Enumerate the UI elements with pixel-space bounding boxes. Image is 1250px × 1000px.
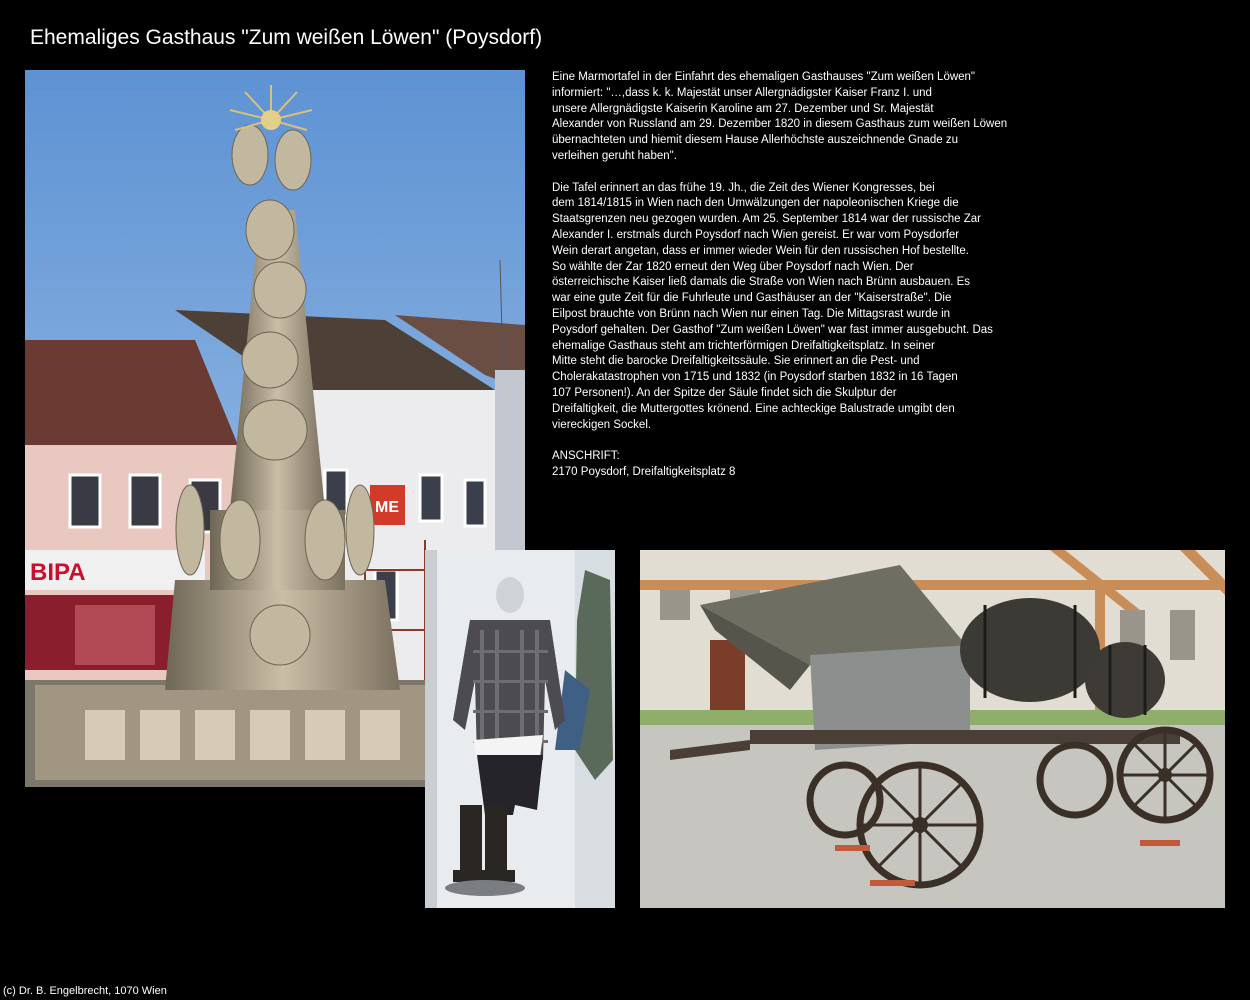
text-line: Mitte steht die barocke Dreifaltigkeitssäule. Sie erinnert an die Pest- und xyxy=(552,355,920,368)
text-line: Alexander I. erstmals durch Poysdorf nach Wien gereist. Er war vom Poysdorfer xyxy=(552,228,960,241)
description-paragraph-2 xyxy=(552,181,1052,434)
text-line: Alexander von Russland am 29. Dezember 1820 in diesem Gasthaus zum weißen Löwen xyxy=(552,118,1008,131)
text-line: Eine Marmortafel in der Einfahrt des ehemaligen Gasthauses "Zum weißen Löwen" xyxy=(552,71,976,83)
text-line: viereckigen Sockel. xyxy=(552,418,652,431)
text-line: Cholerakatastrophen von 1715 und 1832 (in Poysdorf starben 1832 in 16 Tagen xyxy=(552,371,958,384)
address-value: 2170 Poysdorf, Dreifaltigkeitsplatz 8 xyxy=(552,465,736,478)
description-paragraph-1 xyxy=(552,70,1052,165)
description-text xyxy=(552,70,1052,497)
wine-wagon-image xyxy=(640,550,1225,908)
address-block xyxy=(552,449,1052,481)
text-line: dem 1814/1815 in Wien nach den Umwälzungen der napoleonischen Kriege die xyxy=(552,197,959,210)
address-label: ANSCHRIFT: xyxy=(552,450,620,463)
text-line: unsere Allergnädigste Kaiserin Karoline am 27. Dezember und Sr. Majestät xyxy=(552,102,934,115)
page-title: Ehemaliges Gasthaus "Zum weißen Löwen" (Poysdorf) xyxy=(30,26,543,49)
text-line: Eilpost brauchte von Brünn nach Wien nur einen Tag. Die Mittagsrast wurde in xyxy=(552,307,951,320)
text-line: übernachteten und hiemit diesem Hause Allerhöchste auszeichnende Gnade zu xyxy=(552,134,958,147)
text-line: Die Tafel erinnert an das frühe 19. Jh., die Zeit des Wiener Kongresses, bei xyxy=(552,181,935,194)
photo-costume-mannequin[interactable] xyxy=(425,550,615,908)
text-line: 107 Personen!). An der Spitze der Säule findet sich die Skulptur der xyxy=(552,386,897,399)
shop-sign-bipa: BIPA xyxy=(30,559,86,586)
copyright-notice: (c) Dr. B. Engelbrecht, 1070 Wien xyxy=(3,985,167,997)
text-line: Poysdorf gehalten. Der Gasthof "Zum weißen Löwen" war fast immer ausgebucht. Das xyxy=(552,323,993,336)
text-line: Dreifaltigkeit, die Muttergottes krönend. Eine achteckige Balustrade umgibt den xyxy=(552,402,955,415)
text-line: war eine gute Zeit für die Fuhrleute und Gasthäuser an der "Kaiserstraße". Die xyxy=(552,292,952,305)
text-line: Staatsgrenzen neu gezogen wurden. Am 25. September 1814 war der russische Zar xyxy=(552,213,981,226)
text-line: verleihen geruht haben". xyxy=(552,149,677,162)
building-sign-me: ME xyxy=(375,499,399,516)
text-line: So wählte der Zar 1820 erneut den Weg über Poysdorf nach Wien. Der xyxy=(552,260,914,273)
text-line: Wein derart angetan, dass er immer wieder Wein für den russischen Hof bestellte. xyxy=(552,244,969,257)
photo-wine-wagon[interactable] xyxy=(640,550,1225,908)
text-line: österreichische Kaiser ließ damals die Straße von Wien nach Brünn ausbauen. Es xyxy=(552,276,971,289)
text-line: informiert: "…,dass k. k. Majestät unser Allergnädigster Kaiser Franz I. und xyxy=(552,86,932,99)
costume-image xyxy=(425,550,615,908)
text-line: ehemalige Gasthaus steht am trichterförmigen Dreifaltigkeitsplatz. In seiner xyxy=(552,339,935,352)
